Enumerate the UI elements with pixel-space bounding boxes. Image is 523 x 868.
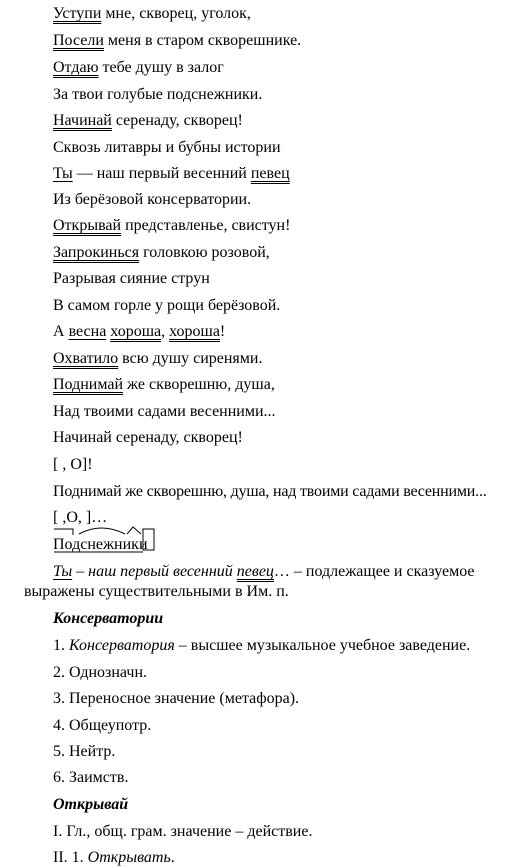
predicate: Уступи <box>53 5 102 22</box>
list-item: 3. Переносное значение (метафора). <box>53 690 300 707</box>
morpheme-marks <box>53 525 157 555</box>
analysis-line: выражены существительными в Им. п. <box>24 583 289 600</box>
predicate: певец <box>250 165 290 182</box>
sentence-scheme: Поднимай же скворешню, душа, над твоими садами весенними... <box>53 483 487 500</box>
line-text: тебе душу в залог <box>98 59 224 76</box>
list-item: 5. Нейтр. <box>53 743 116 760</box>
prefix-mark <box>54 529 73 535</box>
line-text: представленье, свистун! <box>121 217 291 234</box>
predicate: Охватило <box>53 350 119 367</box>
poem-line: Начинай серенаду, скворец! <box>53 429 243 446</box>
analysis-text: … – подлежащее и сказуемое <box>273 563 475 580</box>
line-text: ! <box>219 323 226 340</box>
item-number: 1. <box>53 637 69 654</box>
morpheme-word-text: Подснежники <box>53 536 148 553</box>
section-heading: Консерватории <box>53 610 164 627</box>
list-item <box>53 848 175 868</box>
poem-line <box>53 243 270 263</box>
line-text: А <box>53 323 69 340</box>
item-text: – высшее музыкальное учебное заведение. <box>174 637 471 654</box>
suffix-mark <box>127 527 141 534</box>
line-text: меня в старом скворешнике. <box>103 32 302 49</box>
poem-line: Из берёзовой консерватории. <box>53 191 252 208</box>
poem-line <box>53 216 290 236</box>
morpheme-parse <box>53 535 148 555</box>
predicate: Запрокинься <box>53 244 140 261</box>
poem-line <box>53 164 290 184</box>
subject: Ты <box>53 165 73 182</box>
predicate: Начинай <box>53 112 112 129</box>
item-term: Открывать <box>87 849 171 866</box>
poem-line <box>53 322 225 342</box>
morpheme-word <box>53 535 148 555</box>
line-text: головкою розовой, <box>139 244 270 261</box>
list-item: 2. Однозначн. <box>53 664 147 681</box>
predicate: Посели <box>53 32 104 49</box>
list-item: 4. Общеупотр. <box>53 717 152 734</box>
list-item: I. Гл., общ. грам. значение – действие. <box>53 823 313 840</box>
line-text: — наш первый весенний <box>72 165 251 182</box>
line-text: серенаду, скворец! <box>111 112 243 129</box>
item-number: II. 1. <box>53 849 88 866</box>
line-text: всю душу сиренями. <box>118 350 263 367</box>
poem-line <box>53 58 224 78</box>
poem-line: Разрывая сияние струн <box>53 270 210 287</box>
line-text: же скворешню, душа, <box>123 376 275 393</box>
poem-line <box>53 349 262 369</box>
subject: Ты <box>53 563 73 580</box>
list-item <box>53 636 470 656</box>
poem-line: Сквозь литавры и бубны истории <box>53 139 281 156</box>
poem-line: В самом горле у рощи берёзовой. <box>53 297 281 314</box>
item-text: . <box>170 849 175 866</box>
predicate: Отдаю <box>53 59 99 76</box>
analysis-text: – наш первый весенний <box>72 563 237 580</box>
subject: весна <box>68 323 107 340</box>
list-item: 6. Заимств. <box>53 769 129 786</box>
line-text: , <box>161 323 170 340</box>
predicate: хороша <box>110 323 162 340</box>
line-text: мне, скворец, уголок, <box>101 5 251 22</box>
sentence-scheme: [ , О]! <box>53 456 93 473</box>
predicate: Поднимай <box>53 376 124 393</box>
predicate: певец <box>236 563 274 580</box>
section-heading: Открывай <box>53 796 129 813</box>
poem-line <box>53 31 301 51</box>
predicate: хороша <box>169 323 220 340</box>
item-term: Консерватория <box>69 637 175 654</box>
poem-line: За твои голубые подснежники. <box>53 86 263 103</box>
ending-mark <box>143 529 154 550</box>
poem-line <box>53 111 243 131</box>
analysis-line <box>53 562 475 582</box>
predicate: Открывай <box>53 217 122 234</box>
poem-line <box>53 375 275 395</box>
sentence-scheme: [ ,О, ]… <box>53 509 108 526</box>
poem-line: Над твоими садами весенними... <box>53 403 276 420</box>
root-mark <box>79 528 125 534</box>
poem-line <box>53 4 251 24</box>
